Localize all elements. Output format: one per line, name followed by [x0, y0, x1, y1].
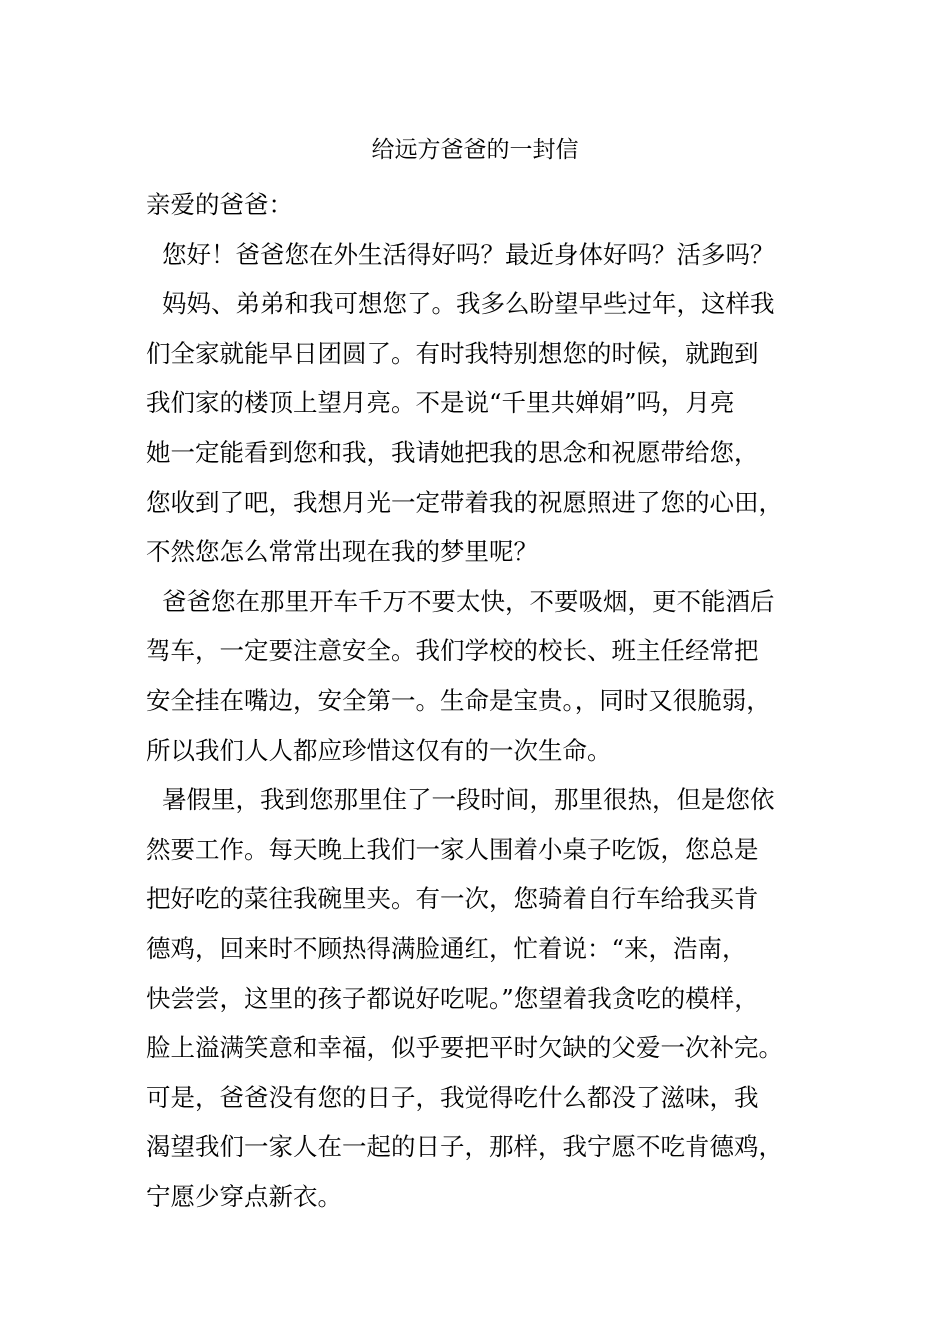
- letter-text-line: 您收到了吧，我想月光一定带着我的祝愿照进了您的心田，: [146, 487, 783, 517]
- letter-text-line: 驾车，一定要注意安全。我们学校的校长、班主任经常把: [146, 636, 759, 666]
- letter-salutation: 亲爱的爸爸：: [146, 190, 293, 219]
- letter-text-line: 暑假里，我到您那里住了一段时间，那里很热，但是您依: [162, 785, 775, 815]
- letter-text-line: 她一定能看到您和我，我请她把我的思念和祝愿带给您，: [146, 437, 759, 467]
- letter-text-line: 爸爸您在那里开车千万不要太快，不要吸烟，更不能酒后: [162, 586, 775, 616]
- letter-text-line: 我们家的楼顶上望月亮。不是说“千里共婵娟”吗，月亮: [146, 388, 735, 418]
- letter-title: 给远方爸爸的一封信: [371, 137, 579, 163]
- letter-text-line: 您好！爸爸您在外生活得好吗？最近身体好吗？活多吗？: [162, 239, 775, 269]
- letter-text-line: 安全挂在嘴边，安全第一。生命是宝贵。，同时又很脆弱，: [146, 685, 771, 715]
- letter-text-line: 快尝尝，这里的孩子都说好吃呢。”您望着我贪吃的模样，: [146, 983, 759, 1013]
- letter-text-line: 脸上溢满笑意和幸福，似乎要把平时欠缺的父爱一次补完。: [146, 1033, 783, 1063]
- letter-text-line: 所以我们人人都应珍惜这仅有的一次生命。: [146, 735, 612, 765]
- letter-text-line: 们全家就能早日团圆了。有时我特别想您的时候，就跑到: [146, 338, 759, 368]
- letter-text-line: 妈妈、弟弟和我可想您了。我多么盼望早些过年，这样我: [162, 289, 775, 319]
- letter-text-line: 然要工作。每天晚上我们一家人围着小桌子吃饭，您总是: [146, 834, 759, 864]
- letter-text-line: 德鸡，回来时不顾热得满脸通红，忙着说：“来，浩南，: [146, 933, 747, 963]
- letter-body: [146, 180, 814, 1221]
- letter-text-line: 把好吃的菜往我碗里夹。有一次，您骑着自行车给我买肯: [146, 884, 759, 914]
- letter-text-line: 可是，爸爸没有您的日子，我觉得吃什么都没了滋味，我: [146, 1082, 759, 1112]
- letter-text-line: 渴望我们一家人在一起的日子，那样，我宁愿不吃肯德鸡，: [146, 1132, 783, 1162]
- letter-text-line: 不然您怎么常常出现在我的梦里呢？: [146, 537, 538, 567]
- letter-text-line: 宁愿少穿点新衣。: [146, 1181, 342, 1211]
